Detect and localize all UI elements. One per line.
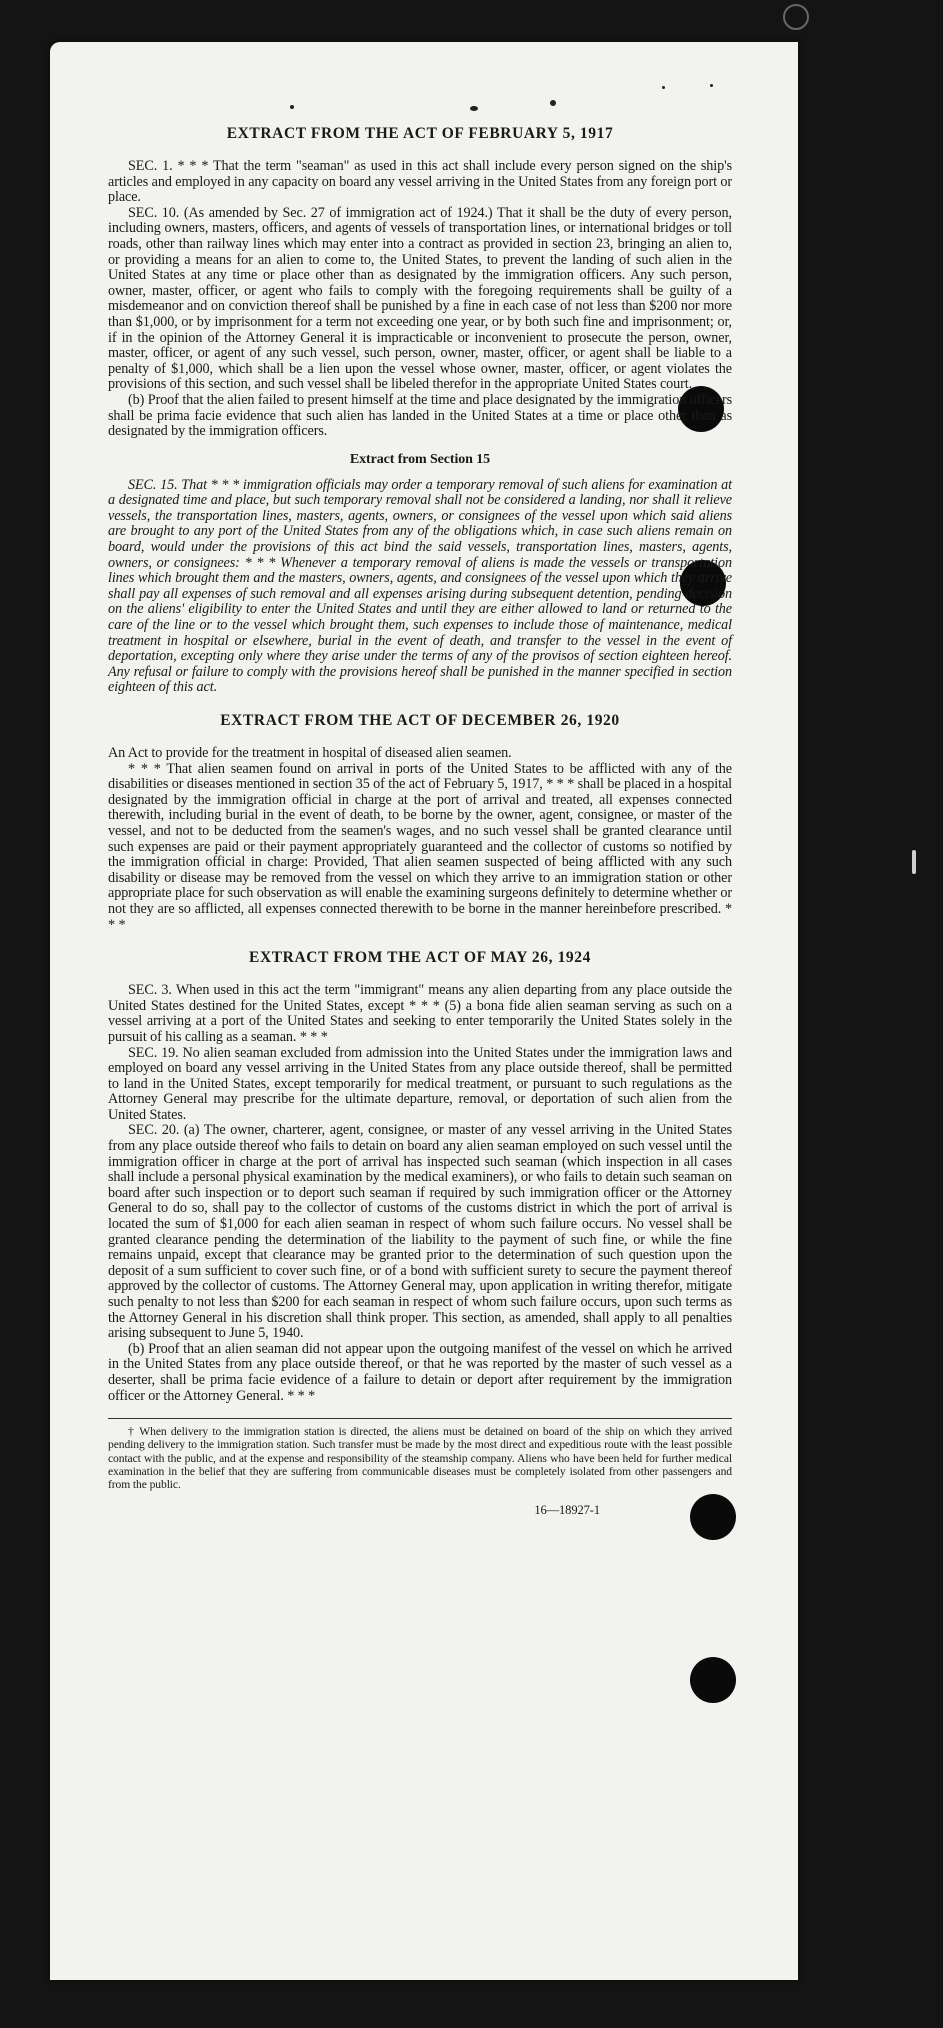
heading-act-1920: EXTRACT FROM THE ACT OF DECEMBER 26, 1920 bbox=[220, 712, 620, 729]
stain-mark bbox=[783, 4, 809, 30]
speck bbox=[710, 84, 713, 87]
footnote: † When delivery to the immigration station is directed, the aliens must be detained on board of the ship on which they arrived pending delivery to the immigration station. Such transfer must be made by the most direct and expeditious route with the least possible contact with the public, and at the expense and responsibility of the steamship company. Aliens who have been held for further medical examination in the belief that they are suffering from communicable diseases must be completely isolated from other passengers and from the public. bbox=[108, 1425, 732, 1491]
paragraph-sec-20-b: (b) Proof that an alien seaman did not appear upon the outgoing manifest of the vessel on which he arrived in the United States from any place outside thereof, or that he was reported by the master of such vessel as a deserter, shall be prima facie evidence of a failure to detain or deport after requirement by the immigration officer or the Attorney General. * * * bbox=[108, 1340, 732, 1404]
speck bbox=[290, 105, 294, 109]
heading-act-1924: EXTRACT FROM THE ACT OF MAY 26, 1924 bbox=[249, 949, 591, 967]
heading-act-1917: EXTRACT FROM THE ACT OF FEBRUARY 5, 1917 bbox=[226, 125, 614, 142]
document-body bbox=[108, 125, 732, 1519]
speck bbox=[470, 106, 478, 111]
paragraph-sec-1: SEC. 1. * * * That the term "seaman" as used in this act shall include every person signed on the ship's articles and employed in any capacity on board any vessel arriving in the United States from any foreign port or place. bbox=[108, 158, 732, 206]
paragraph-act-1920-title: An Act to provide for the treatment in hospital of diseased alien seamen. bbox=[108, 745, 512, 761]
paragraph-sec-10: SEC. 10. (As amended by Sec. 27 of immigration act of 1924.) That it shall be the duty of every person, including owners, masters, officers, and agents of vessels of transportation lines, or international bridges or toll roads, other than railway lines which may enter into a contract as provided in section 23, bringing an alien to, or providing a means for an alien to come to, the United States, to prevent the landing of such alien in the United States at any time or place other than as designated by the immigration officers. Any such person, owner, master, officer, or agent who fails to comply with the foregoing requirements shall be guilty of a misdemeanor and on conviction thereof shall be punished by a fine in each case of not less than $200 nor more than $1,000, or by imprisonment for a term not exceeding one year, or by both such fine and imprisonment; or, if in the opinion of the Attorney General it is impracticable or inconvenient to prosecute the person, owner, master, officer, or agent of any such vessel, such person, owner, master, officer, or agent shall be liable to a penalty of $1,000, which shall be a lien upon the vessel whose owner, master, officer, or agent violates the provisions of this section, and such vessel shall be libeled therefor in the appropriate United States court. bbox=[108, 204, 732, 393]
scan-edge-mark bbox=[912, 850, 916, 874]
speck bbox=[550, 100, 556, 106]
paragraph-sec-3: SEC. 3. When used in this act the term "immigrant" means any alien departing from any place outside the United States destined for the United States, except * * * (5) a bona fide alien seaman serving as such on a vessel arriving at a port of the United States and seeking to enter temporarily the United States solely in the pursuit of his calling as a seaman. * * * bbox=[108, 982, 732, 1045]
document-number: 16—18927-1 bbox=[534, 1503, 600, 1518]
heading-extract-section-15: Extract from Section 15 bbox=[349, 451, 491, 467]
footnote-divider bbox=[108, 1418, 732, 1419]
paragraph-act-1920-body: * * * That alien seamen found on arrival in ports of the United States to be afflicted with any of the disabilities or diseases mentioned in section 35 of the act of February 5, 1917, * * * shall be placed in a hospital designated by the immigration official in charge at the port of arrival and treated, all expenses connected therewith, including burial in the event of death, to be borne by the owner, agent, consignee, or master of the vessel, and not to be deducted from the seamen's wages, and no such vessel shall be granted clearance until such expenses are paid or their payment appropriately guaranteed and the collector of customs so notified by the immigration official in charge: Provided, That alien seamen suspected of being afflicted with any such disability or disease may be removed from the vessel on which they arrive to an immigration station or other appropriate place for such observation as will enable the examining surgeons definitely to determine whether or not they are so afflicted, all expenses connected therewith to be borne in the manner hereinbefore prescribed. * * * bbox=[108, 760, 732, 933]
paragraph-sec-15: SEC. 15. That * * * immigration officials may order a temporary removal of such aliens for examination at a designated time and place, but such temporary removal shall not be considered a landing, nor shall it relieve vessels, the transportation lines, masters, agents, owners, or consignees of the vessel upon which said aliens are brought to any port of the United States from any of the obligations which, in case such aliens remain on board, would under the provisions of this act bind the said vessels, transportation lines, masters, agents, owners, or consignees: * * * Whenever a temporary removal of aliens is made the vessels or transportation lines which brought them and the masters, owners, agents, and consignees of the vessel upon which they arrive shall pay all expenses of such removal and all expenses arising during subsequent detention, pending decision on the aliens' eligibility to enter the United States and until they are either allowed to land or returned to the care of the line or to the vessel which brought them, such expenses to include those of maintenance, medical treatment in hospital or elsewhere, burial in the event of death, and transfer to the vessel in the event of deportation, excepting only where they arise under the terms of any of the provisos of section eighteen hereof. Any refusal or failure to comply with the provisions hereof shall be punished in the manner specified in section eighteen of this act. bbox=[108, 476, 732, 696]
paragraph-sec-20-a: SEC. 20. (a) The owner, charterer, agent, consignee, or master of any vessel arriving in the United States from any place outside thereof who fails to detain on board any alien seaman employed on such vessel until the immigration officer in charge at the port of arrival has inspected such seaman (which inspection in all cases shall include a personal physical examination by the medical examiners), or who fails to detain such seaman on board after such inspection or to deport such seaman if required by such immigration officer or the Attorney General to do so, shall pay to the collector of customs of the customs district in which the port of arrival is located the sum of $1,000 for each alien seaman in respect of whom such failure occurs. No vessel shall be granted clearance pending the determination of the liability to the payment of such fine, or while the fine remains unpaid, except that clearance may be granted prior to the determination of such question upon the deposit of a sum sufficient to cover such fine, or of a bond with sufficient surety to secure the payment thereof approved by the collector of customs. The Attorney General may, upon application in writing therefor, mitigate such penalty to not less than $200 for each seaman in respect of whom such failure occurs, upon such terms as the Attorney General in his discretion shall think proper. This section, as amended, shall apply to all penalties arising subsequent to June 5, 1940. bbox=[108, 1122, 732, 1342]
punch-hole bbox=[690, 1657, 736, 1703]
paragraph-sec-10-b: (b) Proof that the alien failed to present himself at the time and place designated by the immigration officers shall be prima facie evidence that such alien has landed in the United States at a time or place other than as designated by the immigration officers. bbox=[108, 391, 732, 440]
speck bbox=[662, 86, 665, 89]
paragraph-sec-19: SEC. 19. No alien seaman excluded from admission into the United States under the immigration laws and employed on board any vessel arriving in the United States from any place outside thereof, shall be permitted to land in the United States, except temporarily for medical treatment, or pursuant to such regulations as the Attorney General may prescribe for the ultimate departure, removal, or deportation of such alien from the United States. bbox=[108, 1044, 732, 1123]
